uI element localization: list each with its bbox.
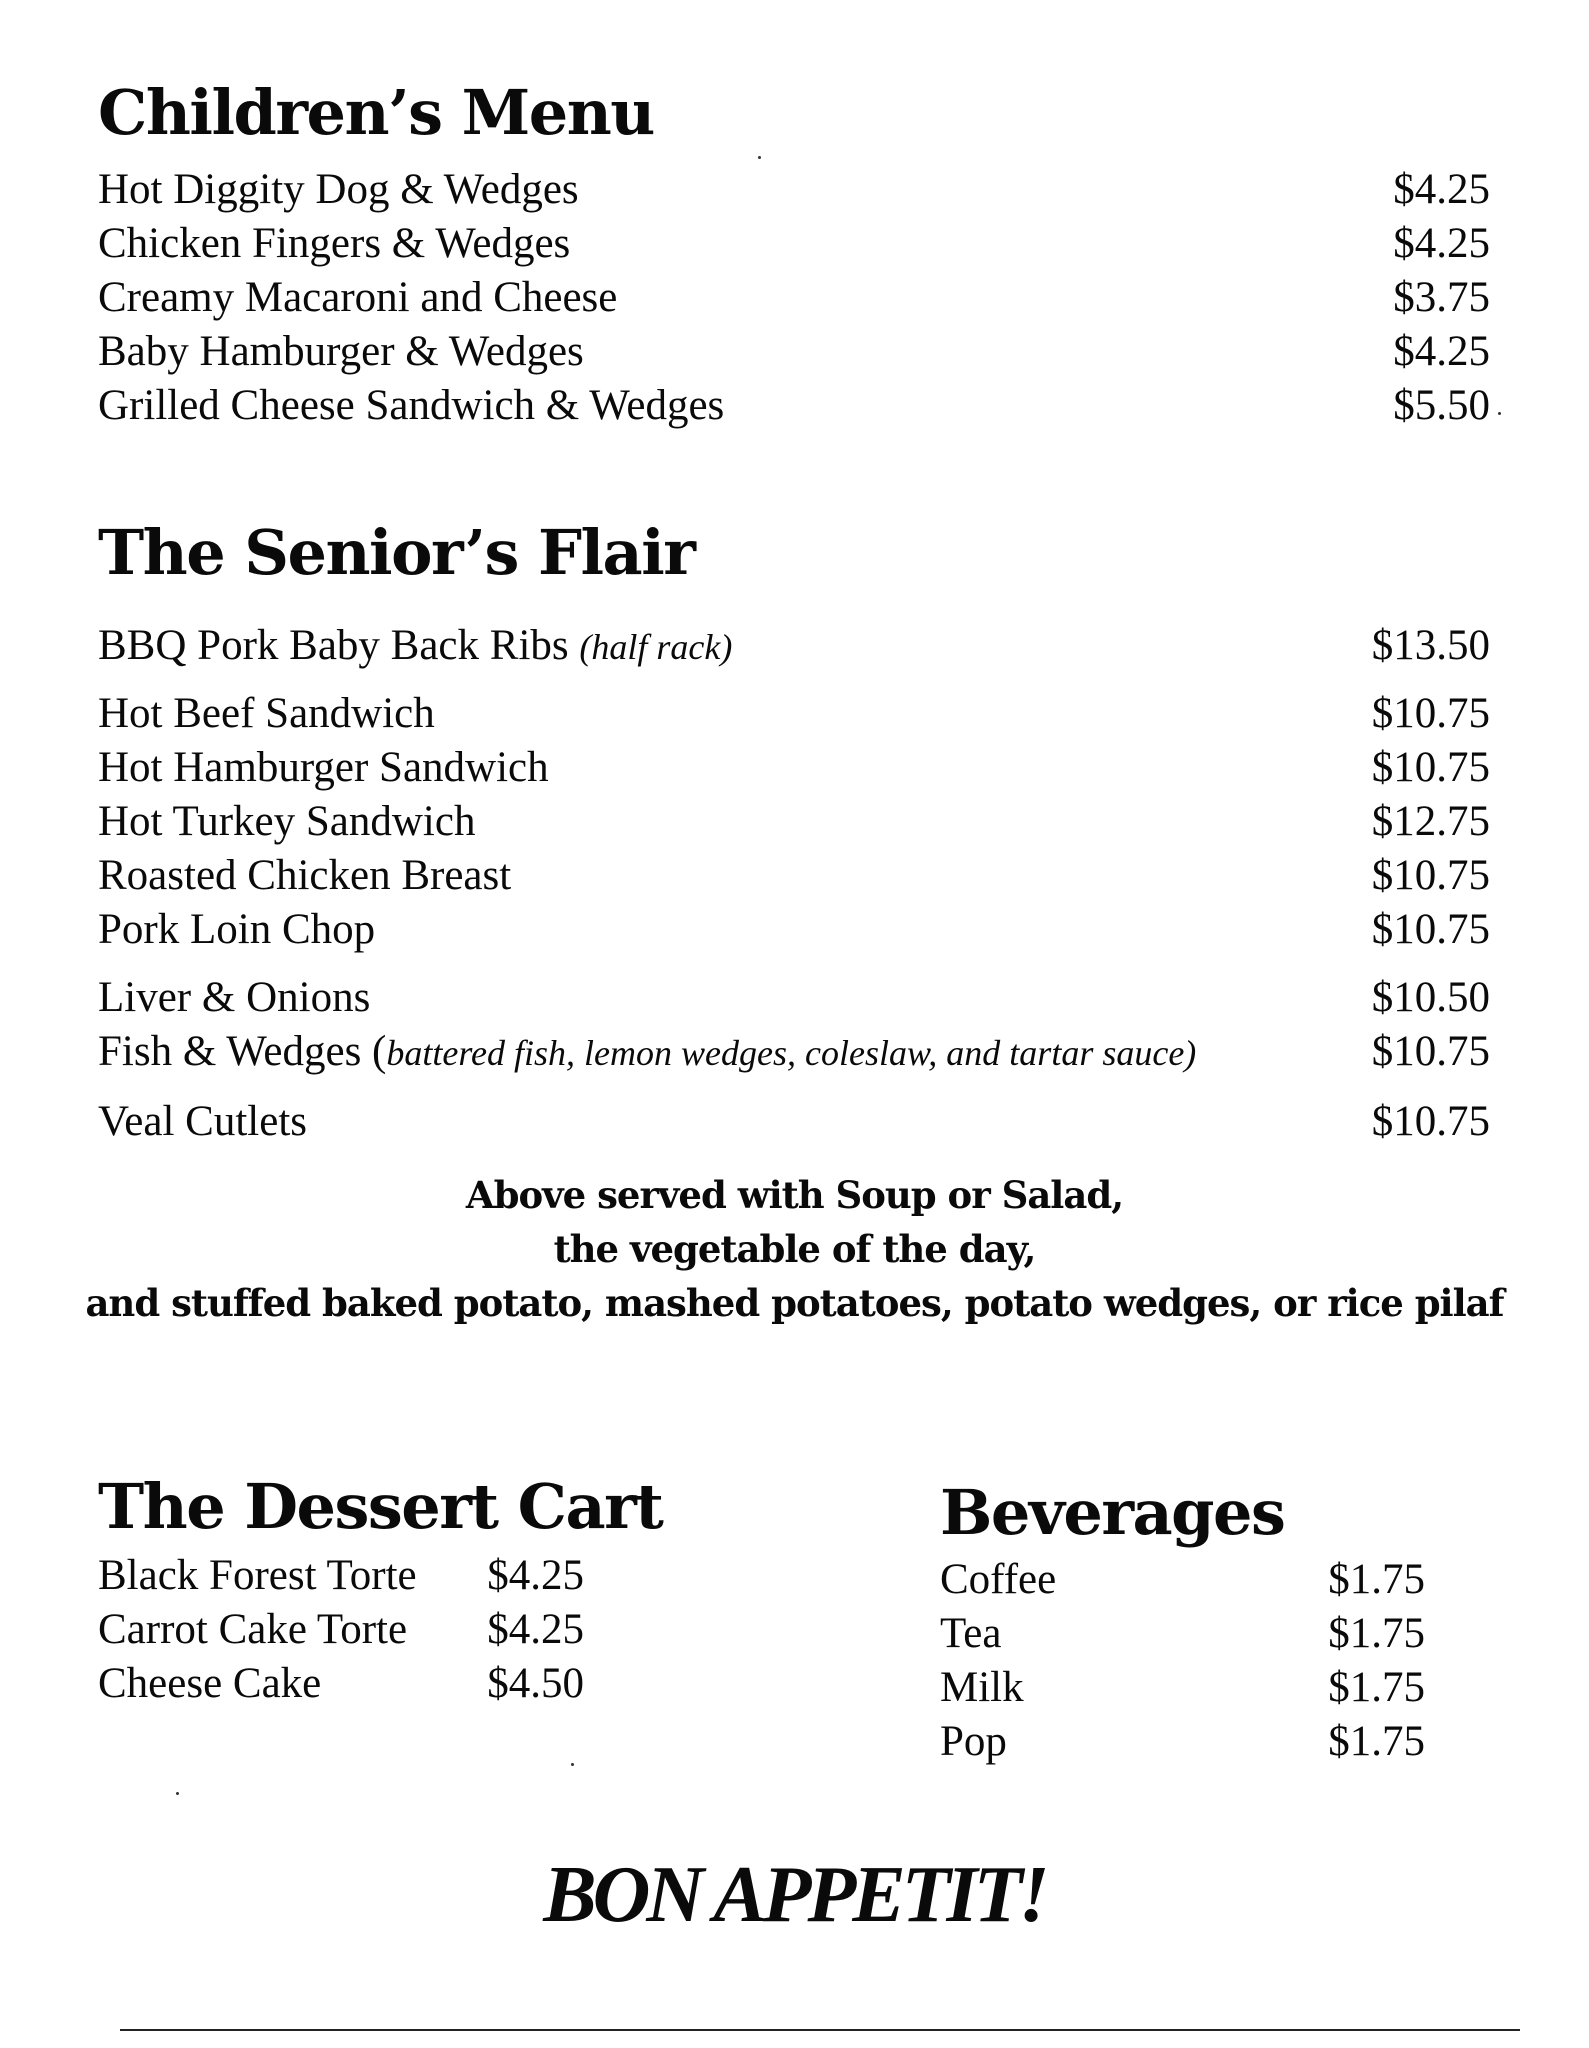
- menu-item-name: [98, 1024, 1196, 1081]
- dessert-cart-title: The Dessert Cart: [98, 1470, 663, 1543]
- menu-item-name: Chicken Fingers & Wedges: [98, 220, 571, 267]
- beverage-item-name: Tea: [940, 1610, 1002, 1657]
- beverage-item-name: Milk: [940, 1664, 1024, 1711]
- beverage-item-row: [940, 1606, 1425, 1662]
- menu-item-name: Liver & Onions: [98, 974, 371, 1021]
- dessert-item-name: Carrot Cake Torte: [98, 1606, 408, 1653]
- menu-item-price: $10.75: [1371, 744, 1490, 791]
- beverage-item-price: $1.75: [1328, 1718, 1425, 1765]
- menu-item-row: [98, 970, 1490, 1026]
- dessert-item-name: Cheese Cake: [98, 1660, 322, 1707]
- menu-item-row: [98, 740, 1490, 796]
- served-with-line: Above served with Soup or Salad,: [465, 1173, 1124, 1217]
- menu-item-row: [98, 324, 1490, 380]
- dessert-item-name: Black Forest Torte: [98, 1552, 417, 1599]
- beverage-item-row: [940, 1552, 1425, 1608]
- menu-item-name: Grilled Cheese Sandwich & Wedges: [98, 382, 725, 429]
- menu-item-row: [98, 216, 1490, 272]
- menu-item-name: Roasted Chicken Breast: [98, 852, 512, 899]
- menu-item-price: $10.75: [1371, 852, 1490, 899]
- menu-item-name-text: BBQ Pork Baby Back Ribs: [98, 622, 569, 669]
- menu-item-row: [98, 618, 1490, 674]
- menu-item-price: $3.75: [1393, 274, 1490, 321]
- served-with-line: the vegetable of the day,: [553, 1227, 1036, 1271]
- menu-item-name: [98, 618, 732, 675]
- seniors-flair-title: The Senior’s Flair: [98, 516, 695, 589]
- menu-item-price: $4.25: [1393, 220, 1490, 267]
- menu-item-name: Hot Beef Sandwich: [98, 690, 435, 737]
- menu-item-name: Pork Loin Chop: [98, 906, 376, 953]
- menu-item-row: [98, 1024, 1490, 1080]
- menu-item-name: Veal Cutlets: [98, 1098, 307, 1145]
- menu-item-name: Baby Hamburger & Wedges: [98, 328, 584, 375]
- beverage-item-row: [940, 1660, 1425, 1716]
- menu-item-row: [98, 848, 1490, 904]
- beverage-item-price: $1.75: [1328, 1556, 1425, 1603]
- closing-message: BON APPETIT!: [543, 1851, 1046, 1939]
- menu-item-price: $4.25: [1393, 328, 1490, 375]
- menu-item-note: battered fish, lemon wedges, coleslaw, and tartar sauce): [386, 1033, 1197, 1073]
- served-with-line: and stuffed baked potato, mashed potatoes, potato wedges, or rice pilaf: [85, 1281, 1504, 1325]
- dessert-item-price: $4.25: [487, 1606, 584, 1653]
- menu-item-name: Creamy Macaroni and Cheese: [98, 274, 618, 321]
- menu-item-price: $10.75: [1371, 1028, 1490, 1075]
- scan-speck: [758, 156, 761, 159]
- childrens-menu-title: Children’s Menu: [98, 76, 654, 149]
- menu-item-price: $10.75: [1371, 906, 1490, 953]
- menu-item-row: [98, 162, 1490, 218]
- dessert-item-row: [98, 1602, 584, 1658]
- menu-item-price: $10.75: [1371, 1098, 1490, 1145]
- menu-item-price: $10.50: [1371, 974, 1490, 1021]
- dessert-item-row: [98, 1548, 584, 1604]
- menu-item-name: Hot Turkey Sandwich: [98, 798, 476, 845]
- scan-speck: [176, 1792, 179, 1795]
- menu-item-row: [98, 902, 1490, 958]
- menu-item-price: $13.50: [1371, 622, 1490, 669]
- beverage-item-price: $1.75: [1328, 1610, 1425, 1657]
- menu-item-price: $10.75: [1371, 690, 1490, 737]
- dessert-item-row: [98, 1656, 584, 1712]
- menu-item-row: [98, 1094, 1490, 1150]
- menu-item-row: [98, 270, 1490, 326]
- menu-item-price: $12.75: [1371, 798, 1490, 845]
- menu-item-price: $4.25: [1393, 166, 1490, 213]
- beverage-item-row: [940, 1714, 1425, 1770]
- scan-speck: [571, 1763, 574, 1766]
- scan-speck: [1498, 412, 1501, 415]
- dessert-item-price: $4.50: [487, 1660, 584, 1707]
- menu-item-name: Hot Diggity Dog & Wedges: [98, 166, 579, 213]
- menu-item-name-text: Fish & Wedges (: [98, 1028, 387, 1075]
- menu-item-row: [98, 686, 1490, 742]
- menu-item-row: [98, 794, 1490, 850]
- dessert-item-price: $4.25: [487, 1552, 584, 1599]
- beverage-item-name: Pop: [940, 1718, 1007, 1765]
- menu-item-price: $5.50: [1393, 382, 1490, 429]
- menu-item-name: Hot Hamburger Sandwich: [98, 744, 549, 791]
- menu-item-note: (half rack): [579, 627, 733, 667]
- beverage-item-price: $1.75: [1328, 1664, 1425, 1711]
- menu-item-row: [98, 378, 1490, 434]
- beverage-item-name: Coffee: [940, 1556, 1057, 1603]
- bottom-divider: [120, 2029, 1520, 2031]
- beverages-title: Beverages: [940, 1476, 1285, 1549]
- served-with-note: [0, 1168, 1589, 1330]
